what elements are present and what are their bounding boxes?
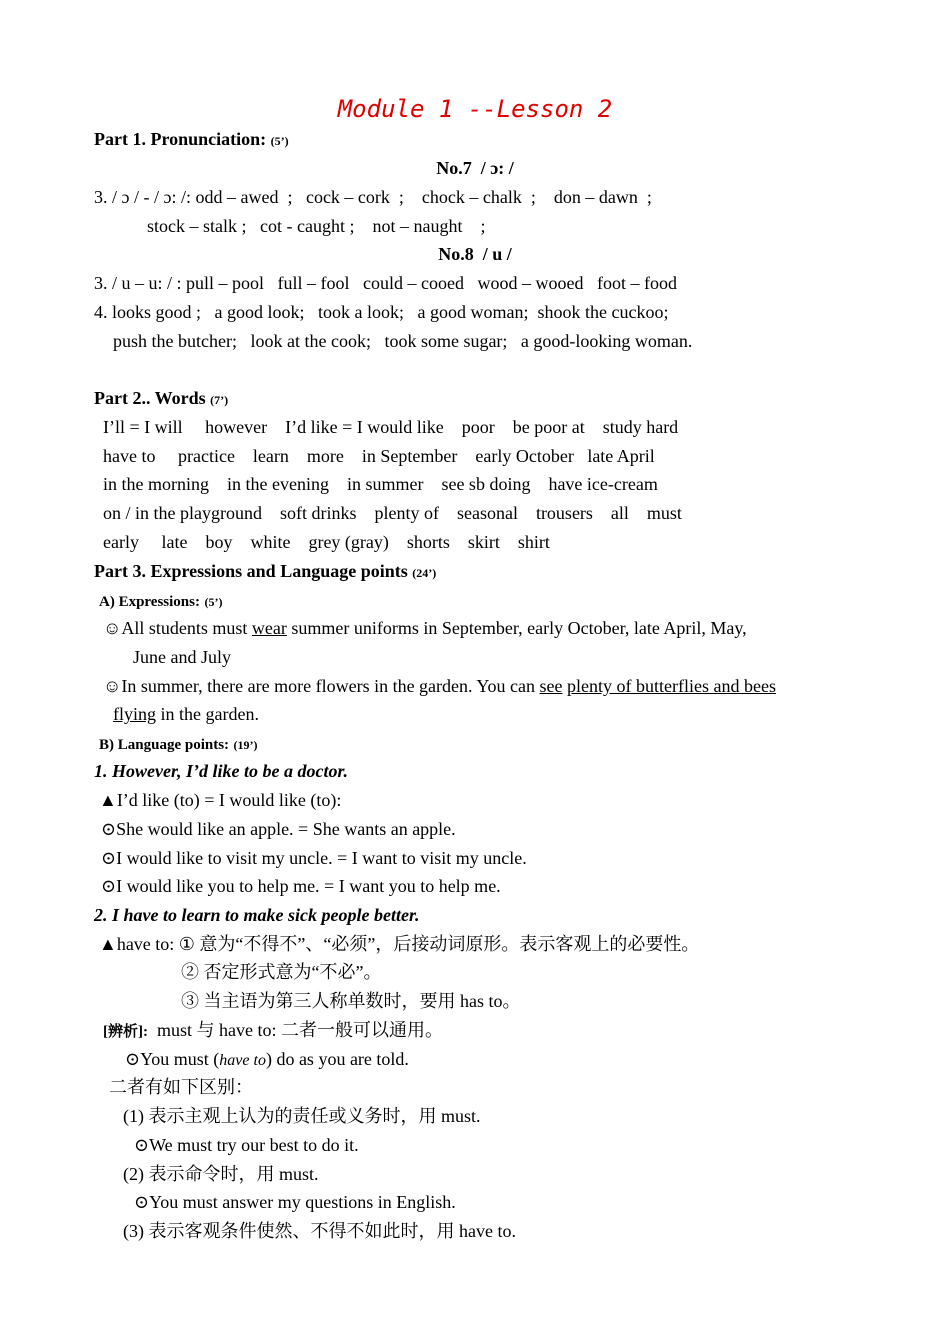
pron-line-4b: push the butcher; look at the cook; took some sugar; a good-looking woman.	[113, 331, 693, 351]
example-line	[125, 1045, 409, 1074]
part1-heading: Part 1. Pronunciation:	[94, 129, 267, 149]
example-line	[101, 872, 501, 901]
part1-score: (5’)	[270, 134, 289, 148]
point-1-title: 1. However, I’d like to be a doctor.	[94, 761, 348, 781]
word-row: early late boy white grey (gray) shorts skirt shirt	[103, 532, 550, 552]
part2-heading: Part 2.. Words	[94, 388, 206, 408]
no7-heading: No.7 / ɔ: /	[436, 158, 514, 178]
language-points-score: (19’)	[233, 738, 258, 752]
example-text: You must answer my questions in English.	[149, 1192, 456, 1212]
underlined-word: flying	[113, 704, 156, 724]
circle-dot-icon: ⊙	[101, 876, 117, 896]
difference-heading: 二者有如下区别：	[109, 1077, 253, 1097]
pron-line-4a: 4. looks good ; a good look; took a look; a good woman; shook the cuckoo;	[94, 302, 669, 322]
underlined-phrase: plenty of butterflies and bees	[567, 676, 776, 696]
circle-dot-icon: ⊙	[101, 848, 117, 868]
point-2-title: 2. I have to learn to make sick people better.	[94, 905, 420, 925]
expression-text: summer uniforms in September, early October, late April, May,	[286, 618, 747, 638]
underlined-word: see	[539, 676, 563, 696]
point-2-rule-1: ▲have to: ① 意为“不得不”、“必须”，后接动词原形。表示客观上的必要性。	[99, 934, 700, 954]
circle-dot-icon: ⊙	[101, 819, 117, 839]
expression-text: In summer, there are more flowers in the garden. You can	[121, 676, 540, 696]
comparison-line	[103, 1016, 443, 1045]
underlined-word: wear	[251, 618, 287, 638]
pron-line-3c: 3. / u – u: / : pull – pool full – fool could – cooed wood – wooed foot – food	[94, 273, 677, 293]
difference-2: (2) 表示命令时，用 must.	[123, 1164, 319, 1184]
expression-2	[103, 672, 776, 701]
example-line	[101, 815, 456, 844]
pron-line-3a: 3. / ɔ / - / ɔ: /: odd – awed ; cock – cork ; chock – chalk ; don – dawn ;	[94, 187, 652, 207]
expressions-heading: A) Expressions:	[99, 594, 200, 610]
word-row: I’ll = I will however I’d like = I would like poor be poor at study hard	[103, 417, 679, 437]
comparison-label: [辨析]:	[103, 1024, 148, 1040]
example-text: ) do as you are told.	[265, 1049, 409, 1069]
expressions-score: (5’)	[204, 595, 223, 609]
word-row: have to practice learn more in September early October late April	[103, 446, 655, 466]
part2-score: (7’)	[210, 393, 229, 407]
comparison-text: must 与 have to: 二者一般可以通用。	[148, 1020, 443, 1040]
expression-2-cont	[113, 700, 259, 729]
expressions-heading-line	[99, 586, 223, 615]
example-line	[101, 844, 527, 873]
document-title: Module 1 --Lesson 2	[337, 95, 613, 123]
circle-dot-icon: ⊙	[125, 1049, 141, 1069]
example-text: She would like an apple. = She wants an apple.	[116, 819, 456, 839]
expression-1-cont: June and July	[133, 647, 231, 667]
expression-text: All students must	[121, 618, 252, 638]
example-text: We must try our best to do it.	[149, 1135, 359, 1155]
circle-dot-icon: ⊙	[134, 1192, 150, 1212]
part2-heading-line	[94, 384, 228, 413]
language-points-heading: B) Language points:	[99, 737, 230, 753]
expression-text: in the garden.	[156, 704, 259, 724]
example-text: I would like to visit my uncle. = I want to visit my uncle.	[116, 848, 527, 868]
circle-dot-icon: ⊙	[134, 1135, 150, 1155]
example-text: You must (	[140, 1049, 220, 1069]
language-points-heading-line	[99, 729, 258, 758]
no8-heading: No.8 / u /	[438, 244, 512, 264]
smile-icon: ☺	[103, 618, 122, 638]
difference-1: (1) 表示主观上认为的责任或义务时，用 must.	[123, 1106, 481, 1126]
point-1-rule: ▲I’d like (to) = I would like (to):	[99, 790, 342, 810]
part1-heading-line	[94, 125, 289, 154]
point-2-rule-3: ③ 当主语为第三人称单数时，要用 has to。	[181, 991, 521, 1011]
example-line	[134, 1188, 456, 1217]
example-italic: have to	[219, 1052, 266, 1069]
difference-3: (3) 表示客观条件使然、不得不如此时，用 have to.	[123, 1221, 516, 1241]
point-2-rule-2: ② 否定形式意为“不必”。	[181, 962, 382, 982]
part3-score: (24’)	[412, 566, 437, 580]
pron-line-3b: stock – stalk ; cot - caught ; not – naught ;	[147, 216, 486, 236]
expression-1	[103, 614, 747, 643]
word-row: in the morning in the evening in summer see sb doing have ice-cream	[103, 474, 658, 494]
example-text: I would like you to help me. = I want you to help me.	[116, 876, 501, 896]
part3-heading-line	[94, 557, 436, 586]
part3-heading: Part 3. Expressions and Language points	[94, 561, 408, 581]
smile-icon: ☺	[103, 676, 122, 696]
word-row: on / in the playground soft drinks plenty of seasonal trousers all must	[103, 503, 682, 523]
example-line	[134, 1131, 359, 1160]
